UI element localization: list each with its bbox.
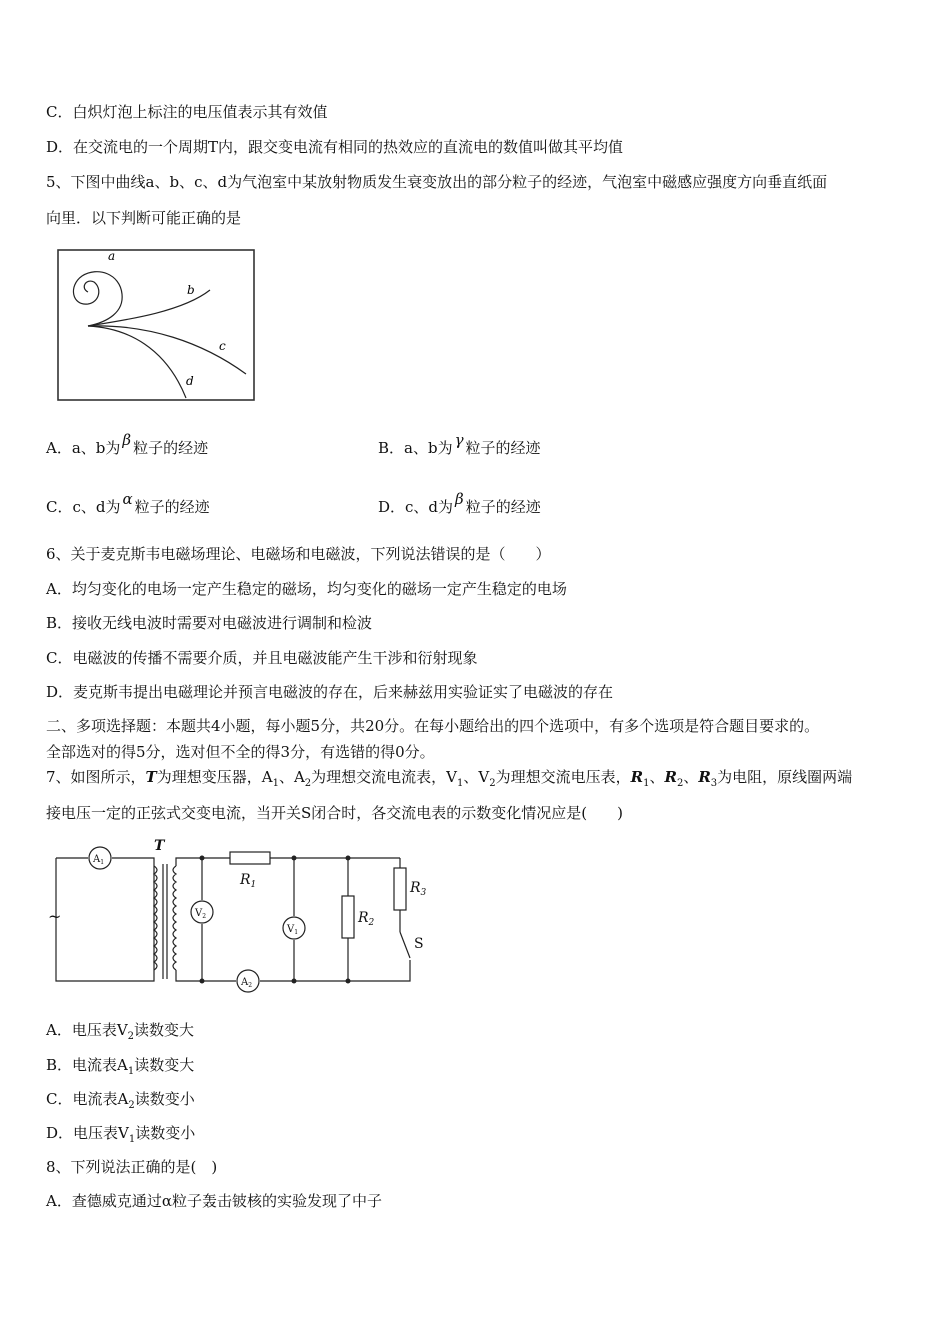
q5-option-d: D．c、d为 β 粒子的经迹 (378, 490, 541, 516)
q7-option-c: C．电流表$A_2$读数变小 (46, 1090, 195, 1111)
q5-option-b: B．a、b为 γ 粒子的经迹 (378, 431, 541, 457)
label-a2: $A_2$ (241, 977, 253, 989)
q5-option-c: C．c、d为 α 粒子的经迹 (46, 490, 210, 516)
q6-option-a: A．均匀变化的电场一定产生稳定的磁场，均匀变化的磁场一定产生稳定的电场 (46, 580, 567, 598)
q7-option-d: D．电压表$V_1$读数变小 (46, 1124, 196, 1145)
label-v1: $V_1$ (287, 924, 299, 936)
label-s: S (414, 936, 424, 952)
label-r1: $R_1$ (240, 872, 257, 890)
q8: 8、下列说法正确的是( ) (46, 1158, 218, 1176)
label-a1: $A_1$ (93, 854, 105, 866)
q5-option-a: A．a、b为 β 粒子的经迹 (46, 431, 209, 457)
label-v2: $V_2$ (195, 908, 207, 920)
label-t: T (154, 838, 165, 854)
resistor-r1 (230, 852, 270, 864)
q6-option-d: D．麦克斯韦提出电磁理论并预言电磁波的存在，后来赫兹用实验证实了电磁波的存在 (46, 683, 614, 701)
label-c: c (219, 339, 226, 353)
resistor-r3 (394, 868, 406, 910)
q5-line1: 5、下图中曲线a、b、c、d为气泡室中某放射物质发生衰变放出的部分粒子的经迹，气泡室中磁感应强度方向垂直纸面 (46, 173, 828, 191)
resistor-r2 (342, 896, 354, 938)
q6-option-c: C．电磁波的传播不需要介质，并且电磁波能产生干涉和衍射现象 (46, 649, 478, 667)
label-d: d (186, 374, 194, 388)
q6: 6、关于麦克斯韦电磁场理论、电磁场和电磁波，下列说法错误的是（ ） (46, 545, 551, 563)
q8-option-a: A．查德威克通过α粒子轰击铍核的实验发现了中子 (46, 1192, 382, 1210)
switch-s (400, 932, 410, 958)
q7-option-b: B．电流表$A_1$读数变大 (46, 1056, 195, 1077)
ac-source-symbol: ~ (48, 907, 62, 926)
q7-option-a: A．电压表$V_2$读数变大 (46, 1021, 195, 1042)
q5-line2: 向里．以下判断可能正确的是 (46, 209, 242, 227)
label-r2: $R_2$ (358, 910, 375, 928)
transformer-circuit-figure (44, 836, 444, 996)
q7-line2: 接电压一定的正弦式交变电流，当开关S闭合时，各交流电表的示数变化情况应是( ) (46, 804, 623, 822)
option-d-prev: D．在交流电的一个周期T内，跟交变电流有相同的热效应的直流电的数值叫做其平均值 (46, 138, 624, 156)
label-b: b (187, 283, 195, 297)
q7-line1: 7、如图所示，T为理想变压器，$A_1$、$A_2$为理想交流电流表，$V_1$、$V_2$为理想交流电压表，$R_1$、$R_2$、$R_3$为电阻，原线圈两端 (46, 768, 853, 789)
q6-option-b: B．接收无线电波时需要对电磁波进行调制和检波 (46, 614, 373, 632)
option-c-prev: C．白炽灯泡上标注的电压值表示其有效值 (46, 103, 328, 121)
track-a (73, 272, 122, 326)
section2-line1: 二、多项选择题：本题共4小题，每小题5分，共20分。在每小题给出的四个选项中，有多个选项是符合题目要求的。 (46, 717, 820, 735)
label-a: a (108, 249, 116, 263)
section2-line2: 全部选对的得5分，选对但不全的得3分，有选错的得0分。 (46, 743, 435, 761)
label-r3: $R_3$ (410, 880, 427, 898)
bubble-chamber-figure (56, 248, 256, 402)
